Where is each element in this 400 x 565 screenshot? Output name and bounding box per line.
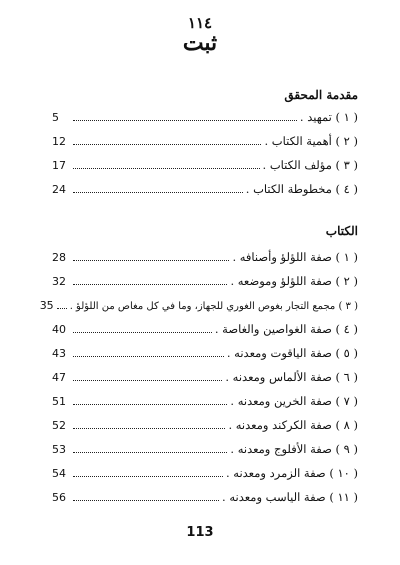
section-heading-book: الكتاب [325,224,358,238]
toc-entry-page: 43 [52,347,66,360]
toc-entry-label: ( ٦ ) صفة الألماس ومعدنه . [225,370,358,384]
dot-leader [57,308,67,309]
dot-leader [73,476,223,477]
toc-entry-page: 47 [52,371,66,384]
toc-entry-label: ( ١ ) تمهيد . [299,110,358,124]
dot-leader [73,168,260,169]
dot-leader [73,500,219,501]
toc-entry-page: 17 [52,159,66,172]
toc-entry [52,108,358,124]
dot-leader [73,260,229,261]
dot-leader [73,284,227,285]
toc-entry-page: 52 [52,419,66,432]
toc-entry-page: 51 [52,395,66,408]
toc-entry-page: 24 [52,183,66,196]
toc-entry-label: ( ٧ ) صفة الخرين ومعدنه . [230,394,358,408]
toc-entry-label: ( ٤ ) صفة الغواصين والغاصة . [214,322,358,336]
toc-entry [52,156,358,172]
toc-entry [52,368,358,384]
dot-leader [73,120,297,121]
toc-entry-label: ( ٤ ) مخطوطة الكتاب . [245,182,358,196]
toc-entry [52,488,358,504]
dot-leader [73,192,243,193]
dot-leader [73,452,227,453]
footer-page-number: 113 [186,525,214,540]
toc-entry [52,180,358,196]
toc-entry [52,392,358,408]
toc-entry-page: 56 [52,491,66,504]
toc-entry [52,440,358,456]
toc-entry-page: 5 [52,111,59,124]
toc-entry-label: ( ٢ ) أهمية الكتاب . [264,134,358,148]
toc-entry-label: ( ٨ ) صفة الكركند ومعدنه . [228,418,358,432]
toc-entry [52,464,358,480]
toc-entry-label: ( ١ ) صفة اللؤلؤ وأصنافه . [232,250,358,264]
dot-leader [73,428,225,429]
toc-entry [52,320,358,336]
toc-entry-page: 28 [52,251,66,264]
toc-entry-page: 40 [52,323,66,336]
toc-entry [52,272,358,288]
section-heading-intro: مقدمة المحقق [284,88,358,102]
toc-entry-label: ( ٩ ) صفة الأفلوج ومعدنه . [230,442,358,456]
toc-entry [52,248,358,264]
dot-leader [73,332,212,333]
toc-entry-label: ( ١٠ ) صفة الزمرد ومعدنه . [225,466,358,480]
toc-entry-page: 12 [52,135,66,148]
toc-entry [52,344,358,360]
toc-entry [39,296,358,312]
toc-entry-label: ( ٥ ) صفة الياقوت ومعدنه . [226,346,358,360]
toc-entry [52,416,358,432]
dot-leader [73,380,222,381]
toc-entry-label: ( ١١ ) صفة الياسب ومعدنه . [222,490,358,504]
toc-entry-page: 53 [52,443,66,456]
dot-leader [73,356,224,357]
toc-entry-label: ( ٣ ) مجمع التجار بغوص الغوري للجهاز، وما في كل مغاص من اللؤلؤ . [69,301,358,312]
toc-entry-page: 35 [39,299,54,312]
toc-entry-page: 32 [52,275,66,288]
toc-entry-label: ( ٢ ) صفة اللؤلؤ وموضعه . [230,274,358,288]
toc-entry-label: ( ٣ ) مؤلف الكتاب . [262,158,358,172]
toc-entry [52,132,358,148]
page-title: ثبت [182,30,218,56]
dot-leader [73,144,261,145]
dot-leader [73,404,227,405]
top-page-number: ١١٤ [187,14,213,32]
toc-entry-page: 54 [52,467,66,480]
